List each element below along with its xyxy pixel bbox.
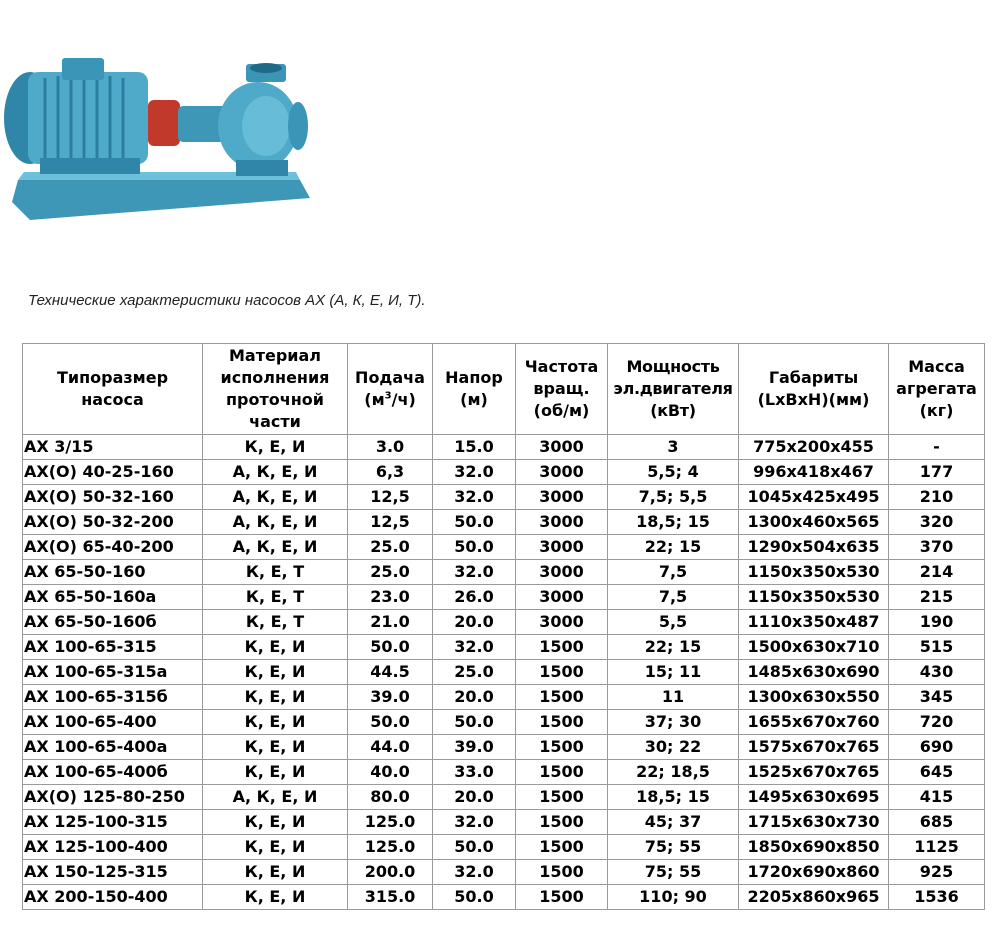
table-caption: Технические характеристики насосов АХ (А, К, Е, И, Т). [28,292,426,309]
cell-head: 20.0 [433,685,516,710]
cell-model: АХ(О) 40-25-160 [23,460,203,485]
cell-dims: 2205х860х965 [739,885,889,910]
table-row [23,785,985,810]
cell-model: АХ(О) 50-32-160 [23,485,203,510]
cell-power: 15; 11 [608,660,739,685]
table-row [23,885,985,910]
cell-mass: 210 [889,485,985,510]
cell-dims: 1575х670х765 [739,735,889,760]
cell-dims: 1485х630х690 [739,660,889,685]
header-flow: Подача $(м^3/ч)$ [348,344,433,435]
cell-power: 18,5; 15 [608,510,739,535]
cell-mass: 1536 [889,885,985,910]
cell-flow: 25.0 [348,535,433,560]
table-row [23,460,985,485]
cell-material: А, К, Е, И [203,485,348,510]
cell-speed: 3000 [516,485,608,510]
cell-model: АХ 65-50-160б [23,610,203,635]
cell-dims: 1850х690х850 [739,835,889,860]
cell-speed: 3000 [516,510,608,535]
cell-material: К, Е, И [203,810,348,835]
table-body [23,435,985,910]
cell-model: АХ 65-50-160а [23,585,203,610]
cell-dims: 1300х460х565 [739,510,889,535]
cell-dims: 1500х630х710 [739,635,889,660]
cell-dims: 1110х350х487 [739,610,889,635]
cell-material: К, Е, И [203,435,348,460]
header-model: Типоразмер насоса [23,344,203,435]
cell-dims: 1525х670х765 [739,760,889,785]
pump-base-frame [12,180,310,220]
cell-power: 30; 22 [608,735,739,760]
cell-power: 75; 55 [608,835,739,860]
table-row [23,735,985,760]
cell-material: А, К, Е, И [203,460,348,485]
cell-mass: 214 [889,560,985,585]
cell-power: 7,5 [608,560,739,585]
table-row [23,485,985,510]
cell-power: 22; 18,5 [608,760,739,785]
cell-dims: 775х200х455 [739,435,889,460]
cell-power: 3 [608,435,739,460]
cell-dims: 996х418х467 [739,460,889,485]
cell-speed: 1500 [516,760,608,785]
cell-head: 20.0 [433,785,516,810]
cell-mass: 415 [889,785,985,810]
cell-flow: 50.0 [348,710,433,735]
cell-power: 22; 15 [608,535,739,560]
cell-flow: 21.0 [348,610,433,635]
pump-pedestal [236,160,288,176]
cell-model: АХ 100-65-400б [23,760,203,785]
cell-mass: 925 [889,860,985,885]
cell-dims: 1715х630х730 [739,810,889,835]
cell-head: 50.0 [433,710,516,735]
header-power: Мощность эл.двигателя (кВт) [608,344,739,435]
coupling-guard [148,100,180,146]
cell-material: К, Е, И [203,660,348,685]
cell-model: АХ(О) 125-80-250 [23,785,203,810]
cell-model: АХ 125-100-400 [23,835,203,860]
cell-model: АХ 100-65-315 [23,635,203,660]
cell-dims: 1150х350х530 [739,560,889,585]
cell-speed: 1500 [516,685,608,710]
cell-power: 45; 37 [608,810,739,835]
cell-mass: 685 [889,810,985,835]
pump-unit-image [0,30,320,225]
cell-material: К, Е, И [203,760,348,785]
cell-model: АХ 100-65-315а [23,660,203,685]
cell-power: 22; 15 [608,635,739,660]
cell-model: АХ 100-65-400 [23,710,203,735]
cell-material: К, Е, И [203,860,348,885]
table-row [23,860,985,885]
cell-material: К, Е, И [203,635,348,660]
cell-material: К, Е, Т [203,610,348,635]
table-row [23,810,985,835]
pump-specifications-table [22,343,985,910]
cell-flow: 39.0 [348,685,433,710]
cell-head: 32.0 [433,860,516,885]
cell-flow: 12,5 [348,510,433,535]
header-speed: Частота вращ. (об/м) [516,344,608,435]
cell-dims: 1290х504х635 [739,535,889,560]
cell-speed: 3000 [516,460,608,485]
table-row [23,435,985,460]
cell-dims: 1655х670х760 [739,710,889,735]
cell-head: 50.0 [433,835,516,860]
cell-flow: 125.0 [348,810,433,835]
table-row [23,610,985,635]
cell-model: АХ 65-50-160 [23,560,203,585]
cell-mass: 430 [889,660,985,685]
cell-model: АХ 150-125-315 [23,860,203,885]
cell-material: К, Е, Т [203,560,348,585]
cell-power: 11 [608,685,739,710]
cell-model: АХ(О) 50-32-200 [23,510,203,535]
cell-model: АХ 3/15 [23,435,203,460]
cell-mass: 190 [889,610,985,635]
cell-flow: 200.0 [348,860,433,885]
table-row [23,760,985,785]
cell-speed: 1500 [516,660,608,685]
cell-head: 26.0 [433,585,516,610]
cell-flow: 125.0 [348,835,433,860]
cell-material: К, Е, И [203,710,348,735]
cell-dims: 1720х690х860 [739,860,889,885]
cell-flow: 44.0 [348,735,433,760]
cell-material: К, Е, И [203,835,348,860]
cell-power: 5,5; 4 [608,460,739,485]
cell-head: 32.0 [433,485,516,510]
cell-dims: 1300х630х550 [739,685,889,710]
cell-head: 32.0 [433,460,516,485]
cell-speed: 1500 [516,635,608,660]
cell-mass: 1125 [889,835,985,860]
cell-mass: 720 [889,710,985,735]
cell-head: 32.0 [433,810,516,835]
cell-speed: 1500 [516,785,608,810]
suction-flange [288,102,308,150]
cell-model: АХ 100-65-315б [23,685,203,710]
cell-flow: 12,5 [348,485,433,510]
motor-terminal-box [62,58,104,80]
cell-flow: 50.0 [348,635,433,660]
cell-speed: 1500 [516,735,608,760]
cell-dims: 1045х425х495 [739,485,889,510]
cell-power: 75; 55 [608,860,739,885]
cell-dims: 1150х350х530 [739,585,889,610]
cell-speed: 3000 [516,610,608,635]
motor-feet [40,158,140,174]
cell-flow: 80.0 [348,785,433,810]
table-row [23,835,985,860]
cell-speed: 3000 [516,585,608,610]
cell-power: 37; 30 [608,710,739,735]
pump-volute-face [242,96,290,156]
cell-head: 50.0 [433,885,516,910]
discharge-opening [250,63,282,73]
cell-speed: 3000 [516,435,608,460]
cell-mass: 215 [889,585,985,610]
cell-flow: 6,3 [348,460,433,485]
cell-flow: 23.0 [348,585,433,610]
cell-model: АХ 100-65-400а [23,735,203,760]
cell-speed: 1500 [516,885,608,910]
cell-mass: 320 [889,510,985,535]
header-head: Напор (м) [433,344,516,435]
cell-head: 15.0 [433,435,516,460]
cell-power: 110; 90 [608,885,739,910]
cell-dims: 1495х630х695 [739,785,889,810]
cell-head: 50.0 [433,510,516,535]
header-mass: Масса агрегата (кг) [889,344,985,435]
cell-head: 33.0 [433,760,516,785]
header-material: Материал исполнения проточной части [203,344,348,435]
cell-power: 5,5 [608,610,739,635]
cell-material: К, Е, И [203,685,348,710]
table-row [23,710,985,735]
cell-mass: 515 [889,635,985,660]
cell-speed: 3000 [516,560,608,585]
cell-speed: 1500 [516,860,608,885]
cell-power: 18,5; 15 [608,785,739,810]
cell-head: 25.0 [433,660,516,685]
table-header-row [23,344,985,435]
cell-mass: 690 [889,735,985,760]
table-row [23,660,985,685]
cell-flow: 40.0 [348,760,433,785]
cell-model: АХ(О) 65-40-200 [23,535,203,560]
header-dims: Габариты (LxBxH)(мм) [739,344,889,435]
cell-speed: 3000 [516,535,608,560]
cell-material: А, К, Е, И [203,535,348,560]
table-row [23,535,985,560]
cell-head: 32.0 [433,560,516,585]
table-row [23,635,985,660]
cell-mass: 645 [889,760,985,785]
cell-head: 39.0 [433,735,516,760]
cell-mass: 370 [889,535,985,560]
cell-head: 20.0 [433,610,516,635]
cell-material: А, К, Е, И [203,785,348,810]
cell-mass: 345 [889,685,985,710]
cell-speed: 1500 [516,710,608,735]
cell-model: АХ 125-100-315 [23,810,203,835]
motor-cooling-fins [45,75,123,163]
cell-speed: 1500 [516,835,608,860]
cell-material: А, К, Е, И [203,510,348,535]
cell-material: К, Е, И [203,885,348,910]
cell-power: 7,5 [608,585,739,610]
cell-flow: 25.0 [348,560,433,585]
cell-power: 7,5; 5,5 [608,485,739,510]
table-row [23,510,985,535]
cell-head: 50.0 [433,535,516,560]
cell-flow: 44.5 [348,660,433,685]
cell-material: К, Е, Т [203,585,348,610]
table-row [23,685,985,710]
cell-mass: - [889,435,985,460]
table-row [23,585,985,610]
cell-speed: 1500 [516,810,608,835]
cell-flow: 315.0 [348,885,433,910]
cell-model: АХ 200-150-400 [23,885,203,910]
cell-head: 32.0 [433,635,516,660]
cell-material: К, Е, И [203,735,348,760]
cell-mass: 177 [889,460,985,485]
table-row [23,560,985,585]
cell-flow: 3.0 [348,435,433,460]
